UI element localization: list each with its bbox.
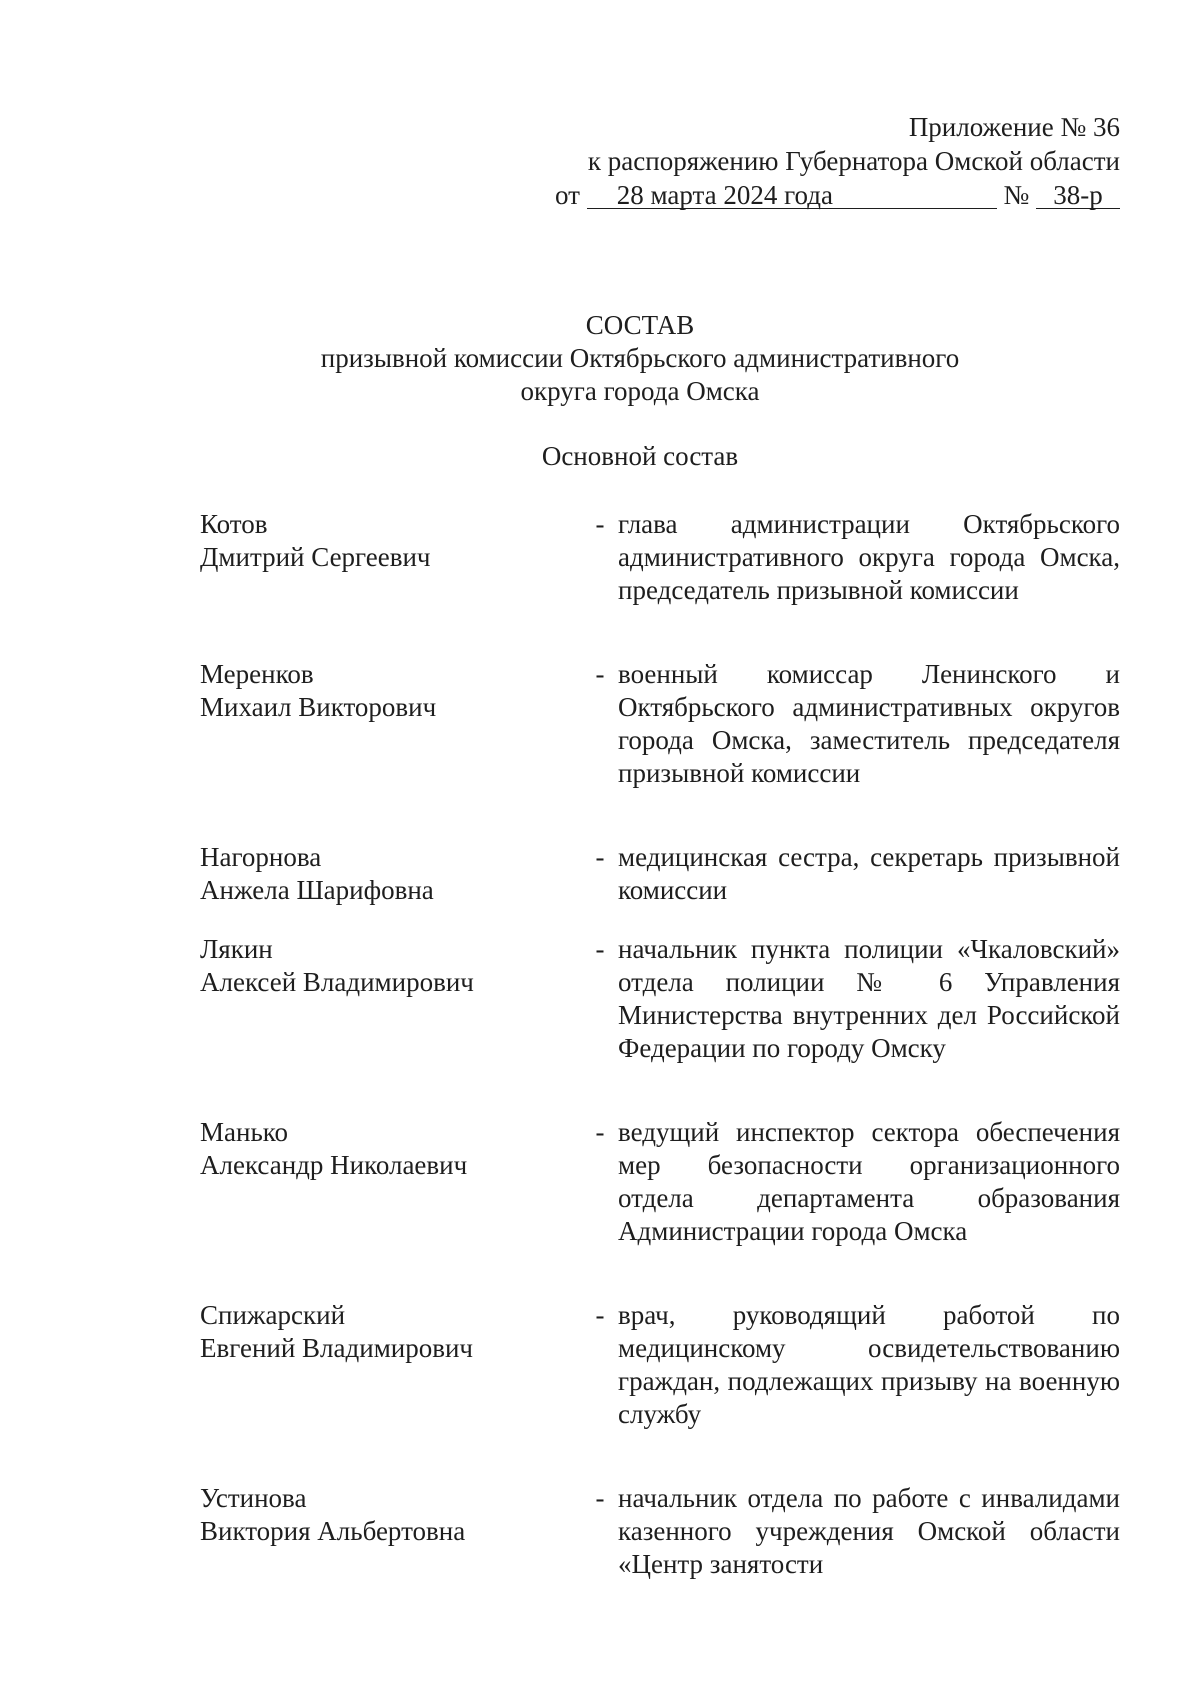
appendix-header — [540, 110, 1120, 212]
document-title — [200, 309, 1080, 408]
appendix-number: Приложение № 36 — [908, 112, 1120, 142]
title-heading: СОСТАВ — [585, 310, 695, 340]
member-given-name: Евгений Владимирович — [200, 1333, 474, 1363]
title-subtitle-line2: округа города Омска — [520, 376, 760, 406]
member-dash: - — [595, 659, 605, 689]
member-name — [200, 933, 582, 1065]
member-row — [200, 1299, 1120, 1431]
member-dash: - — [595, 842, 605, 872]
members-list — [200, 508, 1120, 1581]
member-dash: - — [595, 934, 605, 964]
member-given-name: Михаил Викторович — [200, 692, 437, 722]
from-label: от — [555, 180, 580, 210]
appendix-reference: к распоряжению Губернатора Омской области — [587, 146, 1120, 176]
member-name — [200, 1482, 582, 1581]
order-date: 28 марта 2024 года — [587, 182, 997, 209]
member-name — [200, 658, 582, 790]
member-row — [200, 508, 1120, 607]
member-surname: Устинова — [200, 1483, 307, 1513]
member-role: врач, руководящий работой по медицинскому освидетельствованию граждан, подлежащих призыву на военную службу — [618, 1300, 1120, 1429]
member-given-name: Дмитрий Сергеевич — [200, 542, 431, 572]
member-role: медицинская сестра, секретарь призывной комиссии — [618, 842, 1120, 905]
member-dash: - — [595, 1300, 605, 1330]
member-row — [200, 841, 1120, 907]
order-number: 38-р — [1036, 182, 1120, 209]
section-title: Основной состав — [541, 441, 739, 471]
member-surname: Котов — [200, 509, 268, 539]
member-name — [200, 841, 582, 907]
member-surname: Манько — [200, 1117, 289, 1147]
member-role: ведущий инспектор сектора обеспечения мер безопасности организационного отдела департамента образования Администрации города Омска — [618, 1117, 1120, 1246]
member-given-name: Анжела Шарифовна — [200, 875, 434, 905]
appendix-date-line — [540, 178, 1120, 212]
title-subtitle-line1: призывной комиссии Октябрьского административного — [320, 343, 960, 373]
member-given-name: Александр Николаевич — [200, 1150, 468, 1180]
member-row — [200, 1482, 1120, 1581]
member-given-name: Виктория Альбертовна — [200, 1516, 466, 1546]
member-dash: - — [595, 509, 605, 539]
member-name — [200, 1116, 582, 1248]
member-surname: Лякин — [200, 934, 273, 964]
member-given-name: Алексей Владимирович — [200, 967, 474, 997]
member-role: начальник отдела по работе с инвалидами казенного учреждения Омской области «Центр занятости — [618, 1483, 1120, 1579]
member-name — [200, 1299, 582, 1431]
member-row — [200, 933, 1120, 1065]
member-role: военный комиссар Ленинского и Октябрьского административных округов города Омска, заместитель председателя призывной комиссии — [618, 659, 1120, 788]
member-row — [200, 658, 1120, 790]
member-role: глава администрации Октябрьского административного округа города Омска, председатель призывной комиссии — [618, 509, 1120, 605]
member-role: начальник пункта полиции «Чкаловский» отдела полиции № 6 Управления Министерства внутренних дел Российской Федерации по городу Омску — [618, 934, 1120, 1063]
member-dash: - — [595, 1483, 605, 1513]
number-label: № — [1003, 180, 1030, 210]
member-dash: - — [595, 1117, 605, 1147]
member-surname: Спижарский — [200, 1300, 346, 1330]
member-surname: Нагорнова — [200, 842, 322, 872]
member-row — [200, 1116, 1120, 1248]
member-name — [200, 508, 582, 607]
member-surname: Меренков — [200, 659, 314, 689]
